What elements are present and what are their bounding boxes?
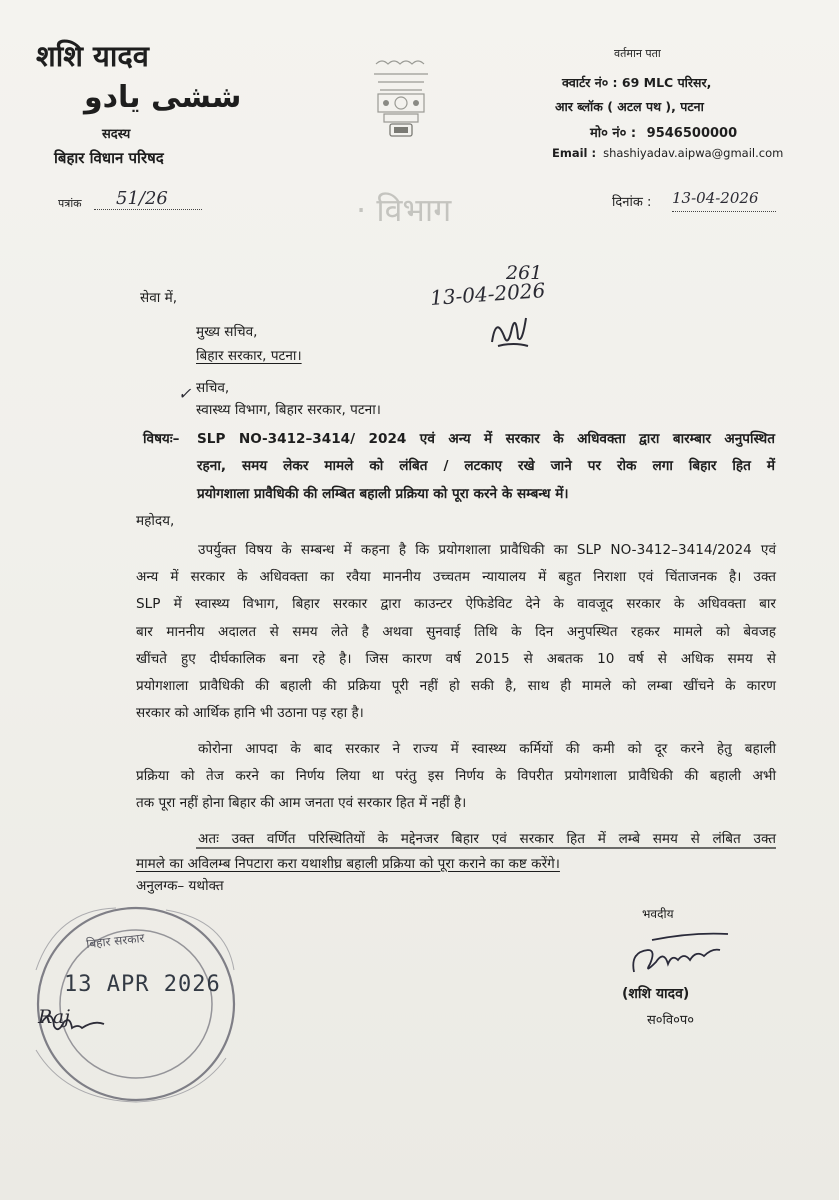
- stamp-date: 13 APR 2026: [64, 972, 221, 997]
- receipt-number: 261: [506, 262, 543, 284]
- phone-row: [590, 123, 737, 141]
- para1-line: बार माननीय अदालत से समय लेते है अथवा सुनवाई तिथि के दिन अनुपस्थित रहकर मामले को बेवजह: [136, 624, 776, 640]
- letterhead-name-hindi: शशि यादव: [36, 39, 149, 73]
- address-line2: आर ब्लॉक ( अटल पथ ), पटना: [555, 99, 704, 114]
- state-emblem-icon: [364, 52, 438, 138]
- recipient1-place: बिहार सरकार, पटना।: [196, 348, 302, 364]
- phone-label: मो० नं० :: [590, 126, 637, 141]
- date-label: दिनांक :: [612, 195, 652, 210]
- para1-line: प्रयोगशाला प्रावैधिकी की बहाली की प्रक्रिया पूरी नहीं हो सकी है, साथ ही मामले को लम्बा खींचने के कारण: [136, 678, 776, 694]
- phone-number: 9546500000: [646, 126, 738, 141]
- date-value: 13-04-2026: [672, 189, 776, 212]
- closing: भवदीय: [642, 907, 674, 921]
- salutation: महोदय,: [136, 513, 175, 529]
- hand-underline: [196, 847, 776, 849]
- recipient2-title: सचिव,: [196, 380, 230, 396]
- receipt-date: 13-04-2026: [429, 278, 547, 310]
- email-row: [552, 146, 783, 160]
- address-line1: क्वार्टर नं० : 69 MLC परिसर,: [562, 75, 712, 90]
- email-address: shashiyadav.aipwa@gmail.com: [603, 146, 784, 160]
- signer-designation: स०वि०प०: [647, 1013, 695, 1028]
- ref-label: पत्रांक: [58, 197, 82, 210]
- signature-icon: [622, 928, 742, 984]
- address-title: वर्तमान पता: [614, 47, 661, 60]
- faint-stamp-impression: · विभाग: [356, 191, 452, 229]
- ref-number: 51/26: [94, 188, 202, 210]
- letterhead-council: बिहार विधान परिषद: [54, 149, 164, 167]
- para2-line: प्रक्रिया को तेज करने का निर्णय लिया था परंतु इस निर्णय के विपरीत प्रयोगशाला प्रावैधिकी की बहाली अभी: [136, 768, 776, 784]
- enclosure: अनुलग्क– यथोक्त: [136, 878, 224, 894]
- para1-line: सरकार को आर्थिक हानि भी उठाना पड़ रहा है।: [136, 705, 364, 721]
- subject-line: रहना, समय लेकर मामले को लंबित / लटकाए रखे जाने पर रोक लगा बिहार हित में: [197, 458, 775, 474]
- recipient1-title: मुख्य सचिव,: [196, 324, 258, 340]
- para3-line: अतः उक्त वर्णित परिस्थितियों के मद्देनजर बिहार एवं सरकार हित में लम्बे समय से लंबित उक्त: [198, 831, 776, 847]
- para1-line: SLP में स्वास्थ्य विभाग, बिहार सरकार द्वारा काउन्टर ऐफिडेविट देने के वावजूद सरकार के अधिवक्ता बार: [136, 596, 776, 612]
- seva-me: सेवा में,: [140, 290, 178, 306]
- para1-line: अन्य में सरकार के अधिवक्ता का रवैया माननीय उच्चतम न्यायालय में बहुत निराशा एवं चिंताजनक है। उक्त: [136, 569, 776, 585]
- letterhead-designation: सदस्य: [102, 127, 131, 142]
- subject-label: विषयः–: [143, 431, 180, 447]
- tick-mark: ✓: [178, 384, 192, 403]
- para1-line: खींचते हुए दीर्घकालिक बना रहे है। जिस कारण वर्ष 2015 से अबतक 10 वर्ष से अधिक समय से: [136, 651, 776, 667]
- email-label: Email :: [552, 146, 597, 160]
- signer-name: (शशि यादव): [622, 986, 690, 1002]
- subject-line: SLP NO-3412–3414/ 2024 एवं अन्य में सरकार के अधिवक्ता द्वारा बारम्बार अनुपस्थित: [197, 431, 775, 447]
- para2-line: तक पूरा नहीं होना बिहार की आम जनता एवं सरकार हित में नहीं है।: [136, 795, 467, 811]
- para2-line: कोरोना आपदा के बाद सरकार ने राज्य में स्वास्थ्य कर्मियों की कमी को दूर करने हेतु बहाली: [198, 741, 776, 757]
- para3-line: मामले का अविलम्ब निपटारा करा यथाशीघ्र बहाली प्रक्रिया को पूरा कराने का कष्ट करेंगे।: [136, 856, 560, 872]
- recipient2-place: स्वास्थ्य विभाग, बिहार सरकार, पटना।: [196, 402, 381, 418]
- stamp-initials: Raj: [38, 1006, 70, 1028]
- letterhead-name-urdu: ششی یادو: [84, 80, 242, 115]
- subject-line: प्रयोगशाला प्रावैधिकी की लम्बित बहाली प्रक्रिया को पूरा करने के सम्बन्ध में।: [197, 486, 569, 502]
- para1-line: उपर्युक्त विषय के सम्बन्ध में कहना है कि प्रयोगशाला प्रावैधिकी का SLP NO-3412–3414/2024 एवं: [198, 542, 776, 558]
- receipt-initials-icon: [488, 312, 534, 350]
- stamp-text-top: बिहार सरकार: [85, 930, 146, 952]
